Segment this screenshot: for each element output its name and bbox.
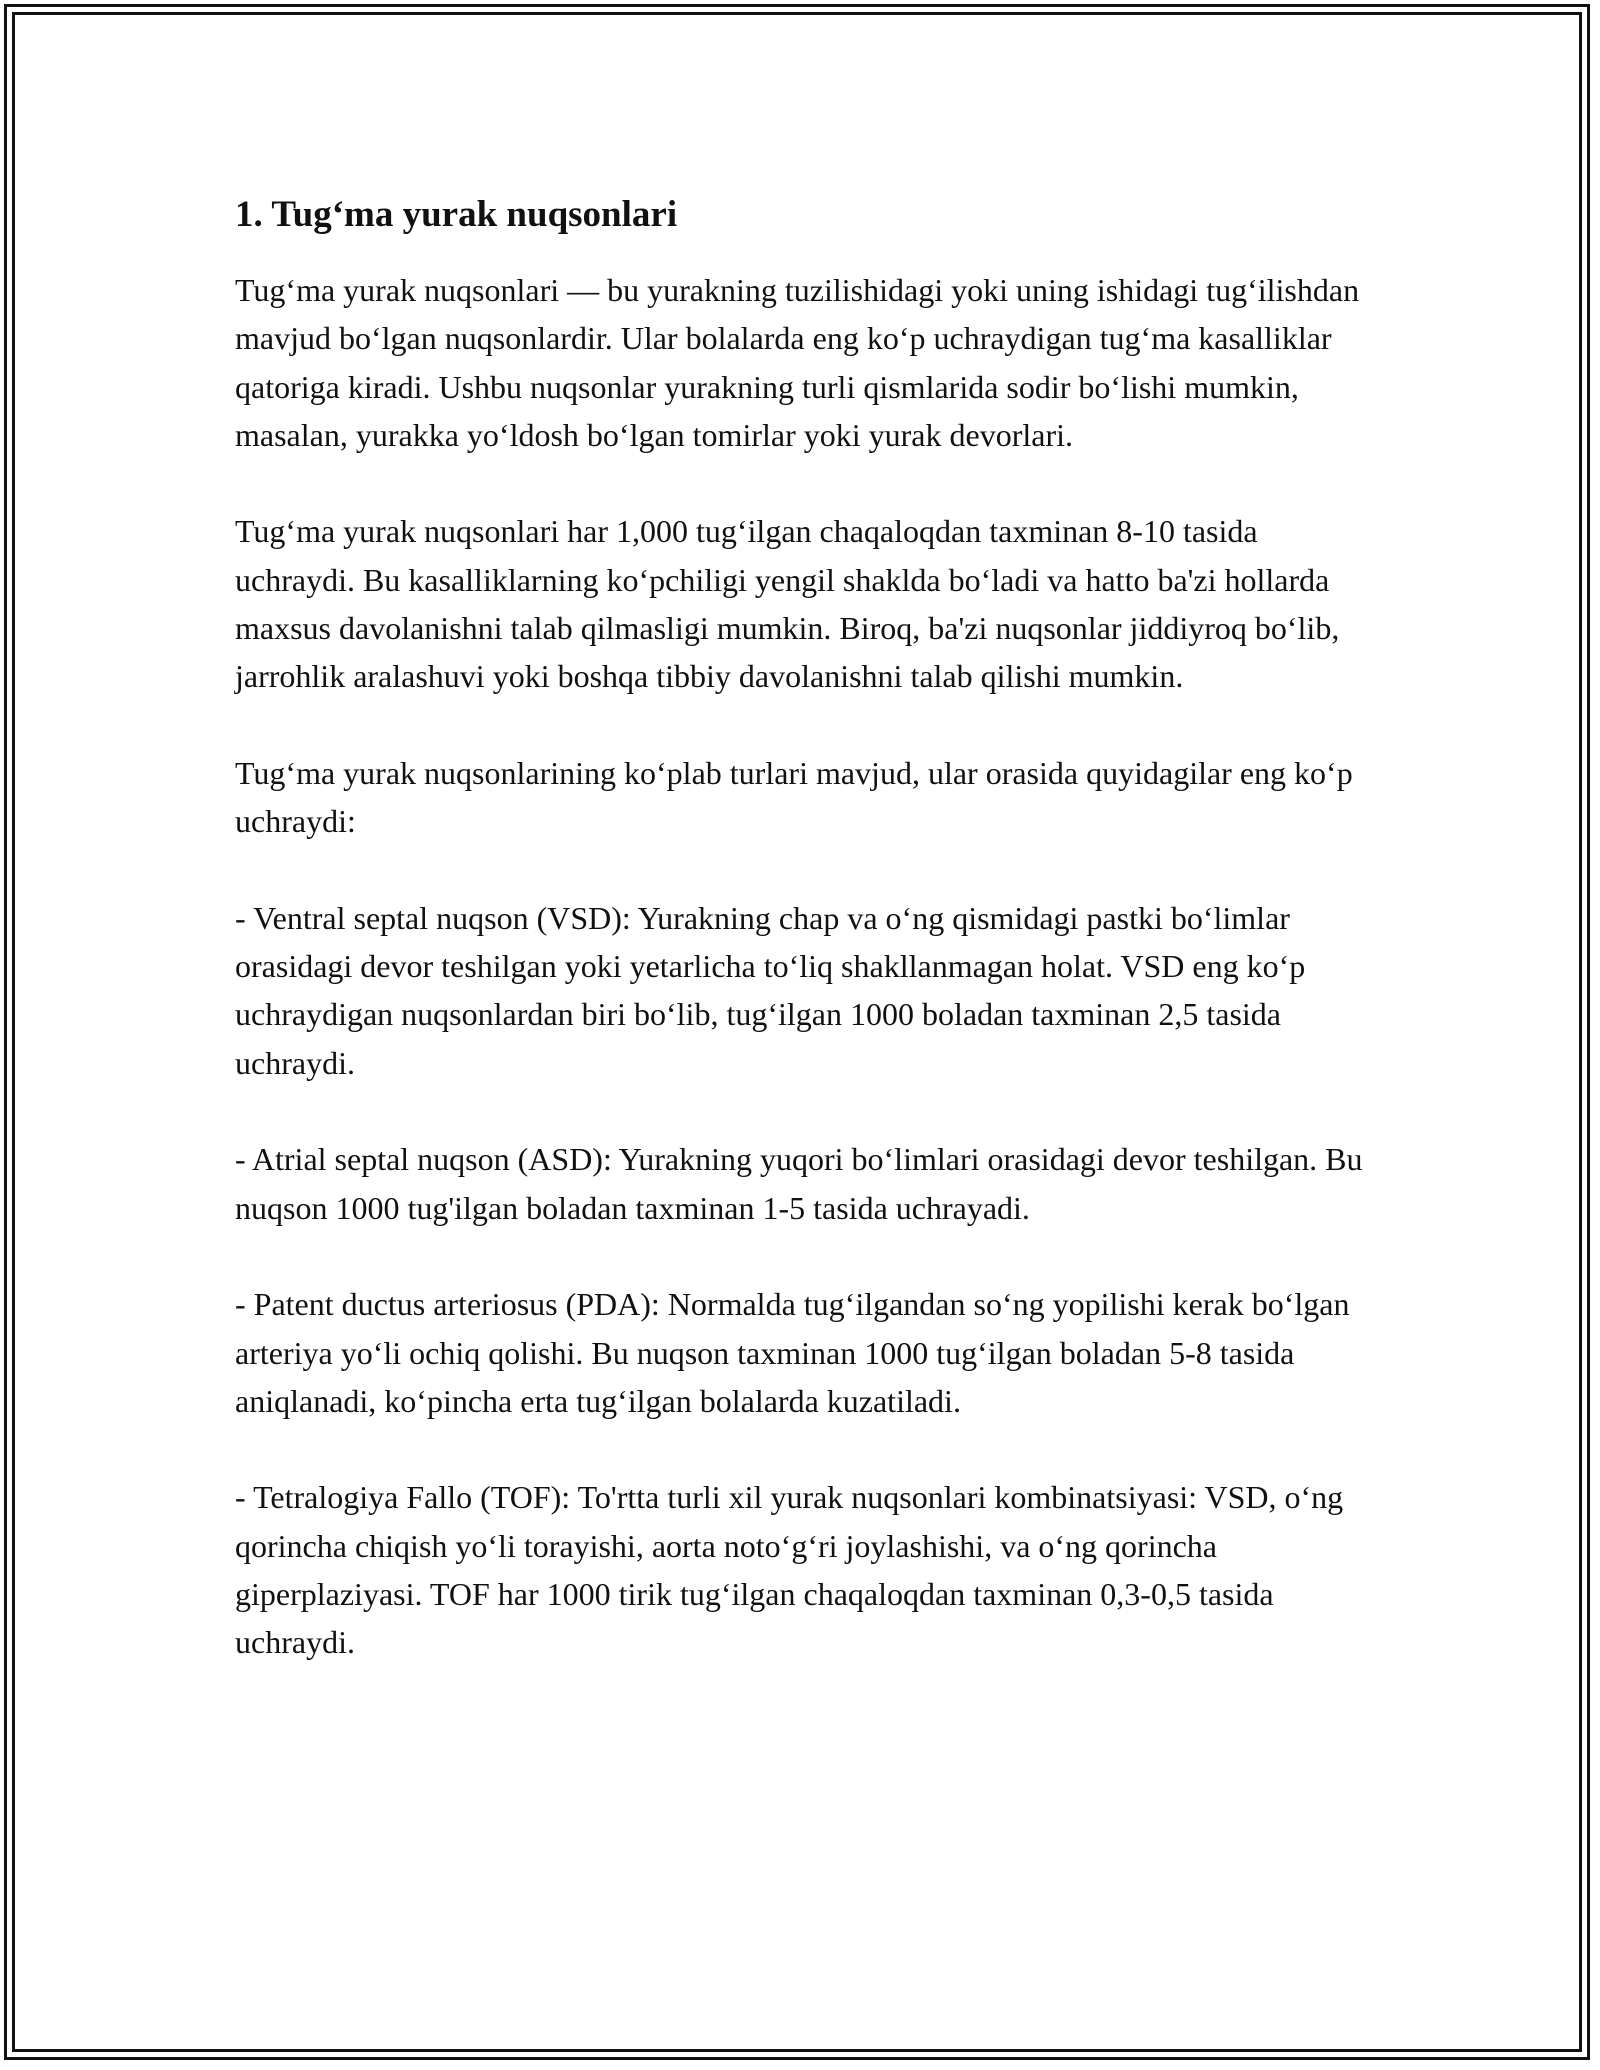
vsd-list-item: - Ventral septal nuqson (VSD): Yurakning chap va o‘ng qismidagi pastki bo‘limlar orasidagi devor teshilgan yoki yetarlicha to‘liq shakllanmagan holat. VSD eng ko‘p uchraydigan nuqsonlardan biri bo‘lib, tug‘ilgan 1000 boladan taxminan 2,5 tasida uchraydi.	[235, 899, 1306, 1081]
asd-list-item: - Atrial septal nuqson (ASD): Yurakning yuqori bo‘limlari orasidagi devor teshilgan. Bu nuqson 1000 tug'ilgan boladan taxminan 1-5 tasida uchrayadi.	[235, 1141, 1363, 1226]
types-intro-paragraph: Tug‘ma yurak nuqsonlarining ko‘plab turlari mavjud, ular orasida quyidagilar eng ko‘p uchraydi:	[235, 754, 1353, 840]
document-body	[235, 188, 1365, 1667]
page-title: 1. Tug‘ma yurak nuqsonlari	[235, 194, 678, 235]
pda-list-item: - Patent ductus arteriosus (PDA): Normalda tug‘ilgandan so‘ng yopilishi kerak bo‘lgan arteriya yo‘li ochiq qolishi. Bu nuqson taxminan 1000 tug‘ilgan boladan 5-8 tasida aniqlanadi, ko‘pincha erta tug‘ilgan bolalarda kuzatiladi.	[235, 1286, 1350, 1419]
prevalence-paragraph: Tug‘ma yurak nuqsonlari har 1,000 tug‘ilgan chaqaloqdan taxminan 8-10 tasida uchraydi. Bu kasalliklarning ko‘pchiligi yengil shaklda bo‘ladi va hatto ba'zi hollarda maxsus davolanishni talab qilmasligi mumkin. Biroq, ba'zi nuqsonlar jiddiyroq bo‘lib, jarrohlik aralashuvi yoki boshqa tibbiy davolanishni talab qilishi mumkin.	[235, 513, 1340, 695]
intro-paragraph: Tug‘ma yurak nuqsonlari — bu yurakning tuzilishidagi yoki uning ishidagi tug‘ilishdan mavjud bo‘lgan nuqsonlardir. Ular bolalarda eng ko‘p uchraydigan tug‘ma kasalliklar qatoriga kiradi. Ushbu nuqsonlar yurakning turli qismlarida sodir bo‘lishi mumkin, masalan, yurakka yo‘ldosh bo‘lgan tomirlar yoki yurak devorlari.	[235, 272, 1360, 453]
tof-list-item: - Tetralogiya Fallo (TOF): To'rtta turli xil yurak nuqsonlari kombinatsiyasi: VSD, o‘ng qorincha chiqish yo‘li torayishi, aorta noto‘g‘ri joylashishi, va o‘ng qorincha giperplaziyasi. TOF har 1000 tirik tug‘ilgan chaqaloqdan taxminan 0,3-0,5 tasida uchraydi.	[235, 1479, 1344, 1661]
